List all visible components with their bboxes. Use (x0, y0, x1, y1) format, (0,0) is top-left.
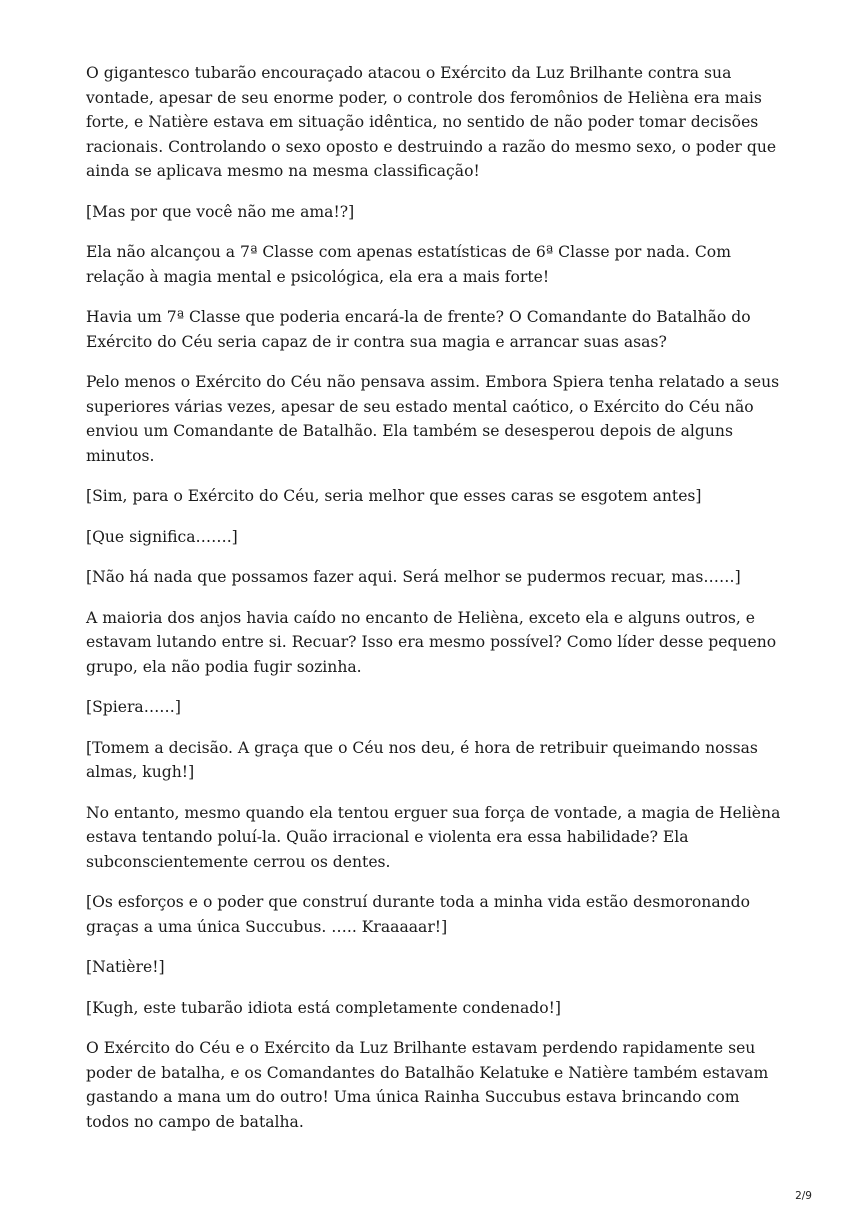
paragraph-16: O Exército do Céu e o Exército da Luz Brilhante estavam perdendo rapidamente seu poder de batalha, e os Comandantes do Batalhão Kelatuke e Natière também estavam gastando a mana um do outro! Uma única Rainha Succubus estava brincando com todos no campo de batalha. (86, 1039, 769, 1131)
paragraph-10: [Spiera……] (86, 698, 181, 716)
paragraph-2: [Mas por que você não me ama!?] (86, 202, 355, 221)
paragraph-1: O gigantesco tubarão encouraçado atacou o Exército da Luz Brilhante contra sua vontade, apesar de seu enorme poder, o controle dos feromônios de Helièna era mais forte, e Natière estava em situação idêntica, no sentido de não poder tomar decisões racionais. Controlando o sexo oposto e destruindo a razão do mesmo sexo, o poder que ainda se aplicava mesmo na mesma classificação! (86, 64, 777, 180)
paragraph-13: [Os esforços e o poder que construí durante toda a minha vida estão desmoronando graças a uma única Succubus. ….. Kraaaaar!] (86, 893, 751, 936)
paragraph-4: Havia um 7ª Classe que poderia encará-la de frente? O Comandante do Batalhão do Exército do Céu seria capaz de ir contra sua magia e arrancar suas asas? (86, 308, 751, 351)
paragraph-14: [Natière!] (86, 958, 165, 976)
page-number: 2/9 (795, 1190, 812, 1202)
paragraph-8: [Não há nada que possamos fazer aqui. Será melhor se pudermos recuar, mas……] (86, 568, 741, 586)
paragraph-5: Pelo menos o Exército do Céu não pensava assim. Embora Spiera tenha relatado a seus superiores várias vezes, apesar de seu estado mental caótico, o Exército do Céu não enviou um Comandante de Batalhão. Ela também se desesperou depois de alguns minutos. (86, 373, 780, 465)
document-body (86, 61, 786, 1150)
paragraph-3: Ela não alcançou a 7ª Classe com apenas estatísticas de 6ª Classe por nada. Com relação à magia mental e psicológica, ela era a mais forte! (86, 243, 731, 286)
paragraph-11: [Tomem a decisão. A graça que o Céu nos deu, é hora de retribuir queimando nossas almas, kugh!] (86, 738, 758, 781)
paragraph-9: A maioria dos anjos havia caído no encanto de Helièna, exceto ela e alguns outros, e estavam lutando entre si. Recuar? Isso era mesmo possível? Como líder desse pequeno grupo, ela não podia fugir sozinha. (86, 608, 777, 676)
paragraph-12: No entanto, mesmo quando ela tentou erguer sua força de vontade, a magia de Helièna estava tentando poluí-la. Quão irracional e violenta era essa habilidade? Ela subconscientemente cerrou os dentes. (86, 803, 781, 871)
paragraph-6: [Sim, para o Exército do Céu, seria melhor que esses caras se esgotem antes] (86, 487, 702, 505)
paragraph-15: [Kugh, este tubarão idiota está completamente condenado!] (86, 998, 561, 1017)
paragraph-7: [Que significa…….] (86, 527, 238, 546)
